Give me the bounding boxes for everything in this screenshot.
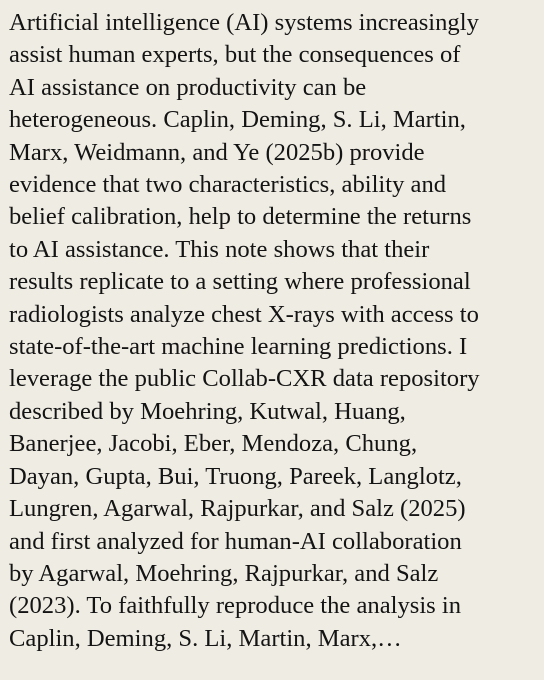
abstract-text: Artificial intelligence (AI) systems increasingly assist human experts, but the consequences of AI assistance on productivity can be heterogeneous. Caplin, Deming, S. Li, Martin, Marx, Weidmann, and Ye (2025b) provide evidence that two characteristics, ability and belief calibration, help to determine the returns to AI assistance. This note shows that their results replicate to a setting where professional radiologists analyze chest X-rays with access to state-of-the-art machine learning predictions. I leverage the public Collab-CXR data repository described by Moehring, Kutwal, Huang, Banerjee, Jacobi, Eber, Mendoza, Chung, Dayan, Gupta, Bui, Truong, Pareek, Langlotz, Lungren, Agarwal, Rajpurkar, and Salz (2025) and first analyzed for human-AI collaboration by Agarwal, Moehring, Rajpurkar, and Salz (2023). To faithfully reproduce the analysis in Caplin, Deming, S. Li, Martin, Marx,… [9, 9, 480, 652]
